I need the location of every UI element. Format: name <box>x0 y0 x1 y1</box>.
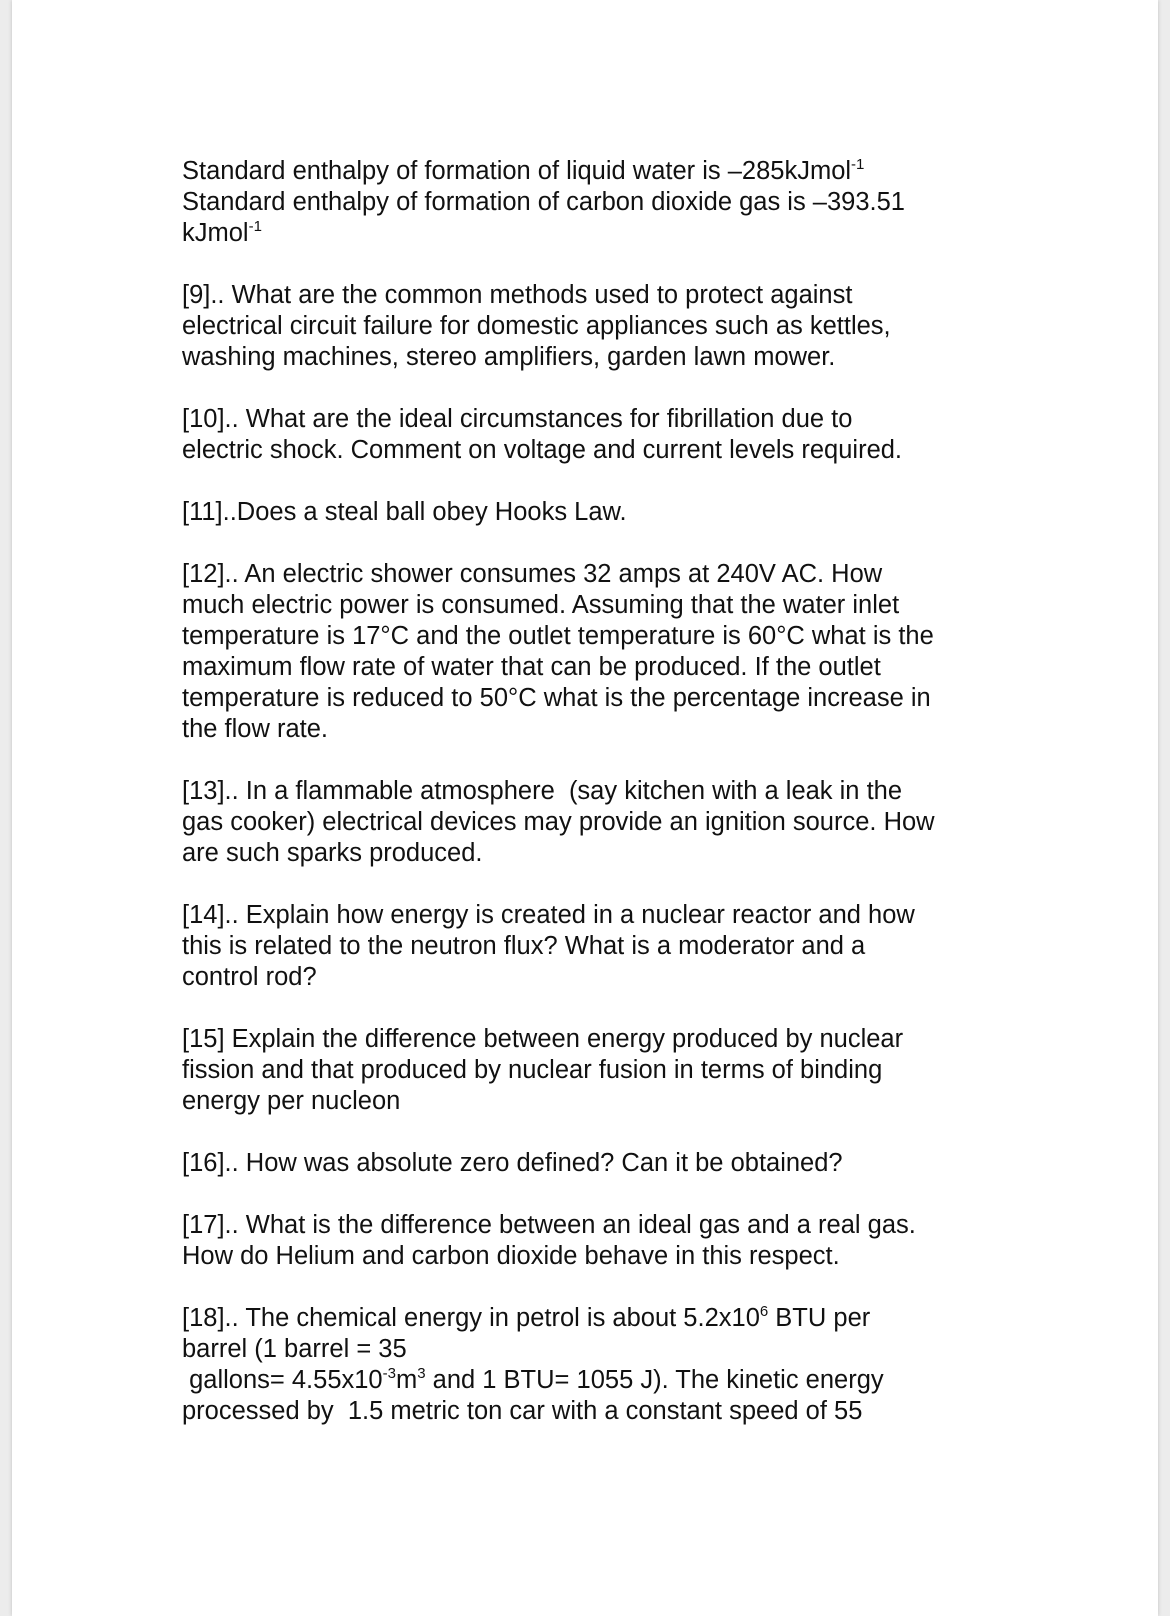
question-line: [16].. How was absolute zero defined? Can it be obtained? <box>182 1149 843 1177</box>
question-line: maximum flow rate of water that can be produced. If the outlet <box>182 653 881 681</box>
question-12 <box>182 559 982 745</box>
question-line: [15] Explain the difference between energy produced by nuclear <box>182 1025 904 1053</box>
document-page <box>12 0 1158 1616</box>
document-body <box>182 156 982 1458</box>
question-line: [18].. The chemical energy in petrol is about $5.2x10^6$ BTU per <box>182 1303 871 1332</box>
question-line: electric shock. Comment on voltage and current levels required. <box>182 436 903 464</box>
question-line: How do Helium and carbon dioxide behave in this respect. <box>182 1242 840 1270</box>
question-line: temperature is reduced to 50°C what is the percentage increase in <box>182 684 931 712</box>
question-line: [12].. An electric shower consumes 32 amps at 240V AC. How <box>182 560 883 588</box>
question-11 <box>182 497 982 528</box>
question-13 <box>182 776 982 869</box>
question-line: fission and that produced by nuclear fusion in terms of binding <box>182 1056 883 1084</box>
question-17 <box>182 1210 982 1272</box>
question-line: gallons= $4.55x10^{-3}m^3$ and 1 BTU= 1055 J). The kinetic energy <box>182 1365 884 1394</box>
intro-line: Standard enthalpy of formation of carbon dioxide gas is –393.51 <box>182 188 905 216</box>
question-line: gas cooker) electrical devices may provide an ignition source. How <box>182 808 935 836</box>
question-line: [17].. What is the difference between an ideal gas and a real gas. <box>182 1211 916 1239</box>
question-line: much electric power is consumed. Assuming that the water inlet <box>182 591 900 619</box>
question-9 <box>182 280 982 373</box>
question-14 <box>182 900 982 993</box>
question-line: processed by 1.5 metric ton car with a constant speed of 55 <box>182 1397 863 1425</box>
intro-line: kJmol$^{-1}$ <box>182 218 262 247</box>
question-10 <box>182 404 982 466</box>
question-line: barrel (1 barrel = 35 <box>182 1335 407 1363</box>
question-line: energy per nucleon <box>182 1087 401 1115</box>
question-line: [10].. What are the ideal circumstances for fibrillation due to <box>182 405 853 433</box>
question-line: [14].. Explain how energy is created in a nuclear reactor and how <box>182 901 915 929</box>
question-line: [9].. What are the common methods used to protect against <box>182 281 853 309</box>
question-line: electrical circuit failure for domestic appliances such as kettles, <box>182 312 891 340</box>
question-16 <box>182 1148 982 1179</box>
question-18 <box>182 1303 982 1427</box>
question-15 <box>182 1024 982 1117</box>
question-line: this is related to the neutron flux? What is a moderator and a <box>182 932 866 960</box>
question-line: are such sparks produced. <box>182 839 483 867</box>
question-line: [11]..Does a steal ball obey Hooks Law. <box>182 498 627 526</box>
question-line: control rod? <box>182 963 317 991</box>
question-line: the flow rate. <box>182 715 328 743</box>
question-line: [13].. In a flammable atmosphere (say kitchen with a leak in the <box>182 777 903 805</box>
question-line: temperature is 17°C and the outlet temperature is 60°C what is the <box>182 622 934 650</box>
intro-line: Standard enthalpy of formation of liquid water is –285kJmol$^{-1}$ <box>182 156 865 185</box>
intro-block <box>182 156 982 249</box>
question-line: washing machines, stereo amplifiers, garden lawn mower. <box>182 343 836 371</box>
